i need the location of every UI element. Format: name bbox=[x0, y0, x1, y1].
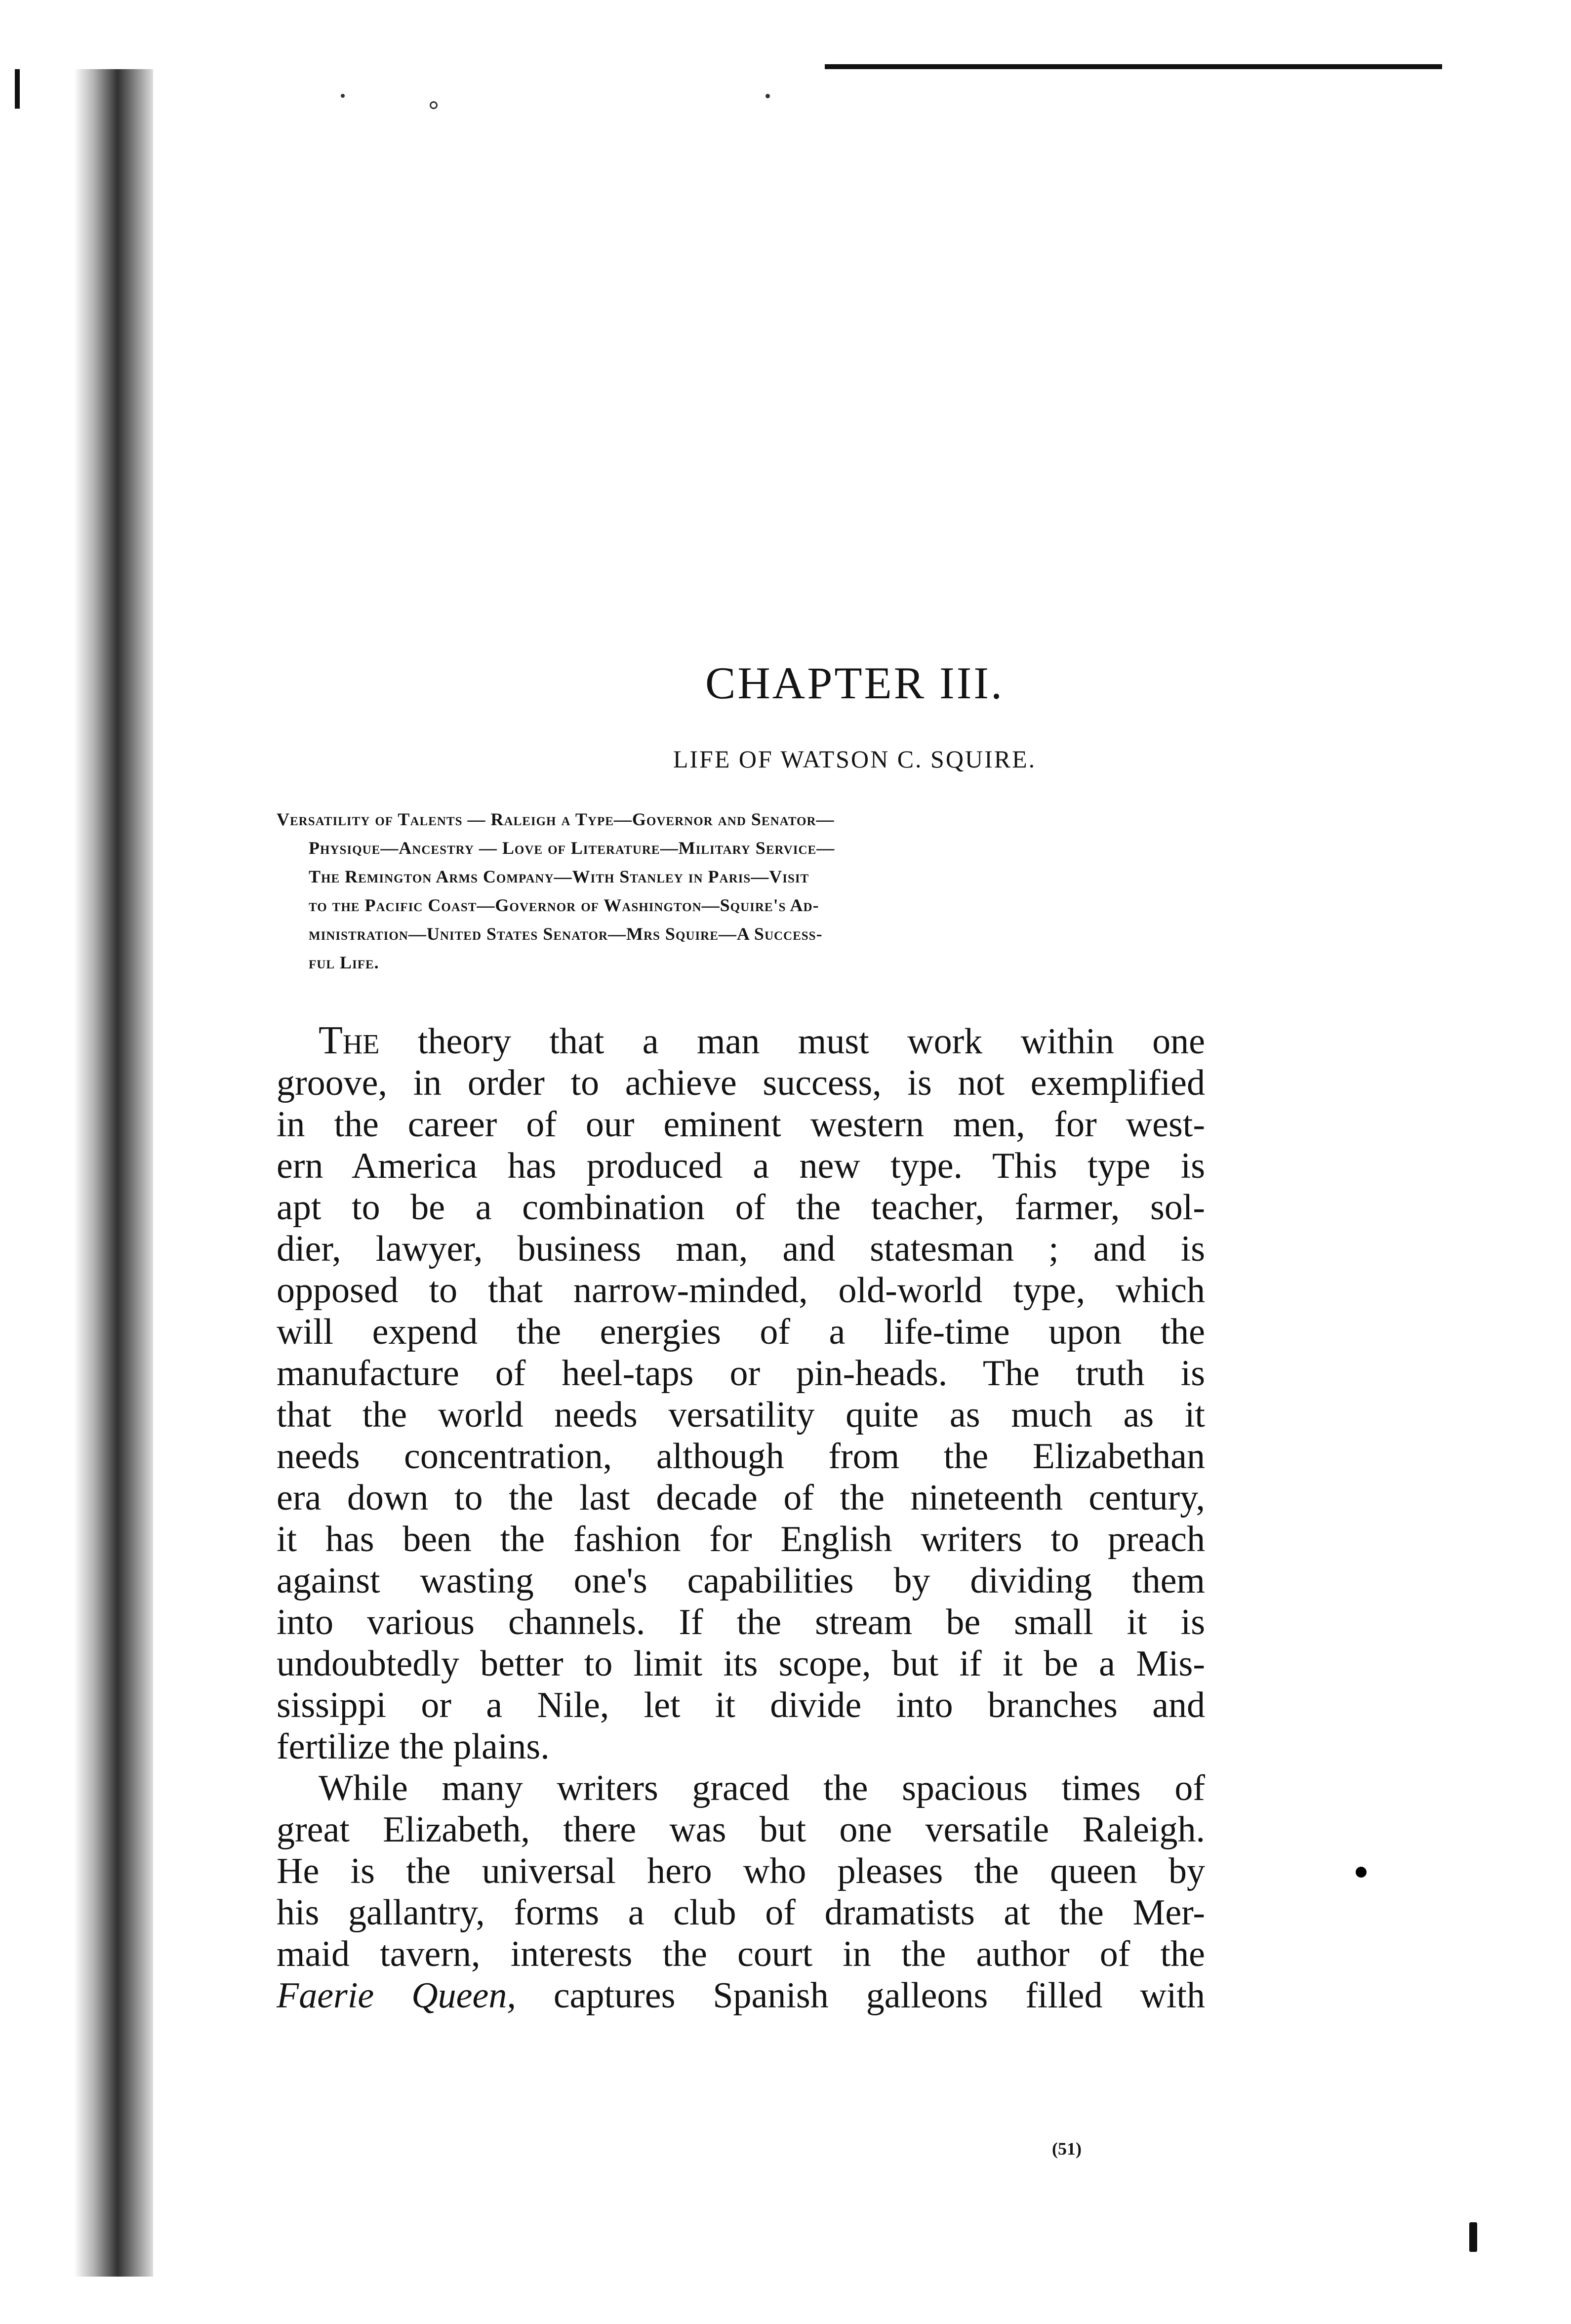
paragraph-line: undoubtedly better to limit its scope, but if it be a Mis- bbox=[277, 1643, 1205, 1684]
summary-line: Physique—Ancestry — Love of Literature—Military Service— bbox=[309, 838, 835, 858]
page-number: (51) bbox=[1052, 2139, 1082, 2159]
paragraph-line: against wasting one's capabilities by dividing them bbox=[277, 1561, 1205, 1601]
paragraph-line: sissippi or a Nile, let it divide into branches and bbox=[277, 1685, 1205, 1725]
paragraph-line: While many writers graced the spacious times of bbox=[319, 1768, 1205, 1808]
paragraph-line bbox=[277, 1975, 1205, 2016]
scan-speck bbox=[1356, 1867, 1367, 1878]
paragraph-line: groove, in order to achieve success, is not exemplified bbox=[277, 1063, 1205, 1103]
binding-mark bbox=[15, 69, 20, 109]
paragraph-line: that the world needs versatility quite as much as it bbox=[277, 1395, 1205, 1435]
summary-line: ful Life. bbox=[309, 953, 379, 972]
paragraph-line: era down to the last decade of the nineteenth century, bbox=[277, 1478, 1205, 1518]
paragraph-line: apt to be a combination of the teacher, farmer, sol- bbox=[277, 1187, 1205, 1228]
paragraph-line: manufacture of heel-taps or pin-heads. The truth is bbox=[277, 1353, 1205, 1394]
paragraph-line-text: theory that a man must work within one bbox=[379, 1021, 1205, 1062]
paragraph-line bbox=[277, 1020, 1205, 1062]
paragraph-line: He is the universal hero who pleases the queen by bbox=[277, 1851, 1205, 1891]
book-title-italic: Faerie Queen, bbox=[277, 1975, 516, 2016]
binding-edge-shadow bbox=[74, 69, 153, 2277]
paragraph-line: opposed to that narrow-minded, old-world type, which bbox=[277, 1270, 1205, 1311]
paragraph-line: great Elizabeth, there was but one versatile Raleigh. bbox=[277, 1809, 1205, 1850]
paragraph-line: in the career of our eminent western men, for west- bbox=[277, 1104, 1205, 1145]
scan-speck bbox=[765, 94, 770, 98]
summary-line: Versatility of Talents — Raleigh a Type—Governor and Senator— bbox=[277, 809, 835, 829]
paragraph-line: needs concentration, although from the Elizabethan bbox=[277, 1436, 1205, 1477]
chapter-summary bbox=[277, 805, 1215, 977]
paragraph-first-word: The bbox=[319, 1019, 380, 1062]
paragraph-line: dier, lawyer, business man, and statesman ; and is bbox=[277, 1229, 1205, 1269]
paragraph-line: maid tavern, interests the court in the author of the bbox=[277, 1934, 1205, 1974]
scan-speck bbox=[430, 101, 438, 109]
paragraph-line: his gallantry, forms a club of dramatists at the Mer- bbox=[277, 1892, 1205, 1933]
chapter-title: CHAPTER III. bbox=[705, 658, 1005, 708]
paragraph-line: fertilize the plains. bbox=[277, 1726, 550, 1767]
paragraph-line: will expend the energies of a life-time upon the bbox=[277, 1312, 1205, 1352]
chapter-subtitle: LIFE OF WATSON C. SQUIRE. bbox=[673, 745, 1037, 773]
scan-speck bbox=[1469, 2222, 1477, 2252]
paragraph-line: it has been the fashion for English writers to preach bbox=[277, 1519, 1205, 1560]
summary-line: ministration—United States Senator—Mrs Squire—A Success- bbox=[309, 924, 823, 944]
summary-line: The Remington Arms Company—With Stanley in Paris—Visit bbox=[309, 867, 809, 886]
body-text bbox=[277, 1020, 1205, 2016]
summary-line: to the Pacific Coast—Governor of Washington—Squire's Ad- bbox=[309, 895, 819, 915]
top-rule-line bbox=[825, 64, 1442, 69]
paragraph-line: ern America has produced a new type. This type is bbox=[277, 1146, 1205, 1186]
paragraph-line: into various channels. If the stream be small it is bbox=[277, 1602, 1205, 1643]
paragraph-line-text: captures Spanish galleons filled with bbox=[516, 1975, 1205, 2016]
scan-speck bbox=[341, 94, 345, 98]
